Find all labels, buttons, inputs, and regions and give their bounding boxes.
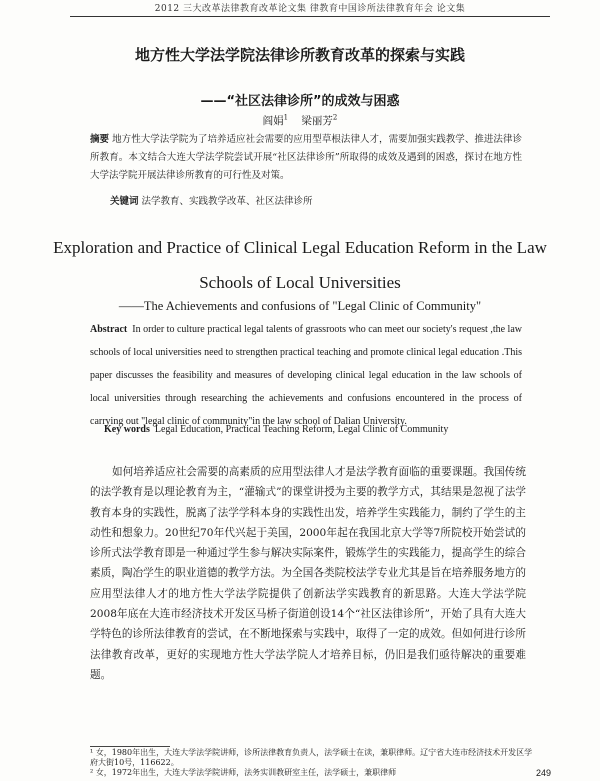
- body-paragraph: 如何培养适应社会需要的高素质的应用型法律人才是法学教育面临的重要课题。我国传统的法学教育是以理论教育为主，“灌输式”的课堂讲授为主要的教学方式，其结果是忽视了法学教育本身的实践性，脱离了法学学科本身的实践性出发，培养学生实践能力，制约了学生的主动性和想象力。20世纪70年代兴起于美国，2000年起在我国北京大学等7所院校开始尝试的诊所式法学教育即是一种通过学生参与解决实际案件，锻炼学生的实践能力，提高学生的综合素质，陶冶学生的职业道德的教学方法。为全国各类院校法学专业尤其是旨在培养服务地方的应用型法律人才的地方性大学法学院提供了创新法学实践教育的新思路。大连大学法学院2008年底在大连市经济技术开发区马桥子街道创设14个“社区法律诊所”，开始了具有大连大学特色的诊所法律教育的尝试，在不断地探索与实践中，取得了一定的成效。但如何进行诊所法律教育改革，更好的实现地方性大学法学院人才培养目标，仍旧是我们亟待解决的重要难题。: [90, 466, 526, 681]
- english-abstract-label: Abstract: [90, 324, 128, 335]
- author-name: 梁丽芳: [301, 115, 333, 127]
- english-abstract-text: In order to culture practical legal talents of grassroots who can meet our society's request ,the law schools of local universities need to strengthen practical teaching and promote clinical legal education .This paper discusses the feasibility and measures of developing clinical legal education in the law schools of local universities through researching the achievements and confusions encountered in the process of carrying out "legal clinic of community"in the law school of Dalian University.: [90, 324, 522, 427]
- footnotes: [90, 748, 540, 778]
- chinese-keywords-label: 关键词: [110, 196, 139, 207]
- english-title-line-1: Exploration and Practice of Clinical Legal Education Reform in the Law: [53, 238, 547, 257]
- footnote-divider: [90, 746, 170, 747]
- author-line: [0, 113, 600, 128]
- running-header: 2012 三大改革法律教育改革论文集 律教育中国诊所法律教育年会 论文集: [70, 2, 550, 17]
- english-keywords: [104, 424, 534, 435]
- author-mark: 2: [332, 113, 338, 122]
- page-number: 249: [536, 768, 552, 778]
- footnote: ² 女，1972年出生，大连大学法学院讲师，法务实训教研室主任，法学硕士，兼职律师: [90, 768, 397, 777]
- author-name: 阎娟: [262, 115, 284, 127]
- english-keywords-label: Key words: [104, 424, 150, 435]
- chinese-abstract-label: 摘要: [90, 134, 110, 145]
- author-mark: 1: [283, 113, 289, 122]
- english-title-line-2: Schools of Local Universities: [199, 273, 401, 292]
- chinese-subtitle: ——“社区法律诊所”的成效与困惑: [200, 94, 400, 109]
- chinese-abstract: [90, 131, 522, 185]
- footnote: ¹ 女，1980年出生，大连大学法学院讲师，诊所法律教育负责人，法学硕士在读，兼职律师。辽宁省大连市经济技术开发区学府大街10号，116622。: [90, 748, 533, 767]
- chinese-title: 地方性大学法学院法律诊所教育改革的探索与实践: [134, 46, 465, 64]
- english-keywords-text: Legal Education, Practical Teaching Reform, Legal Clinic of Community: [154, 424, 449, 435]
- english-abstract: [90, 318, 522, 433]
- english-subtitle: ——The Achievements and confusions of "Legal Clinic of Community": [118, 299, 482, 313]
- chinese-abstract-text: 地方性大学法学院为了培养适应社会需要的应用型草根法律人才，需要加强实践教学、推进法律诊所教育。本文结合大连大学法学院尝试开展“社区法律诊所”所取得的成效及遇到的困惑，探讨在地方性大学法学院开展法律诊所教育的可行性及对策。: [90, 134, 522, 181]
- chinese-keywords: [110, 193, 530, 207]
- chinese-keywords-text: 法学教育、实践教学改革、社区法律诊所: [141, 196, 313, 207]
